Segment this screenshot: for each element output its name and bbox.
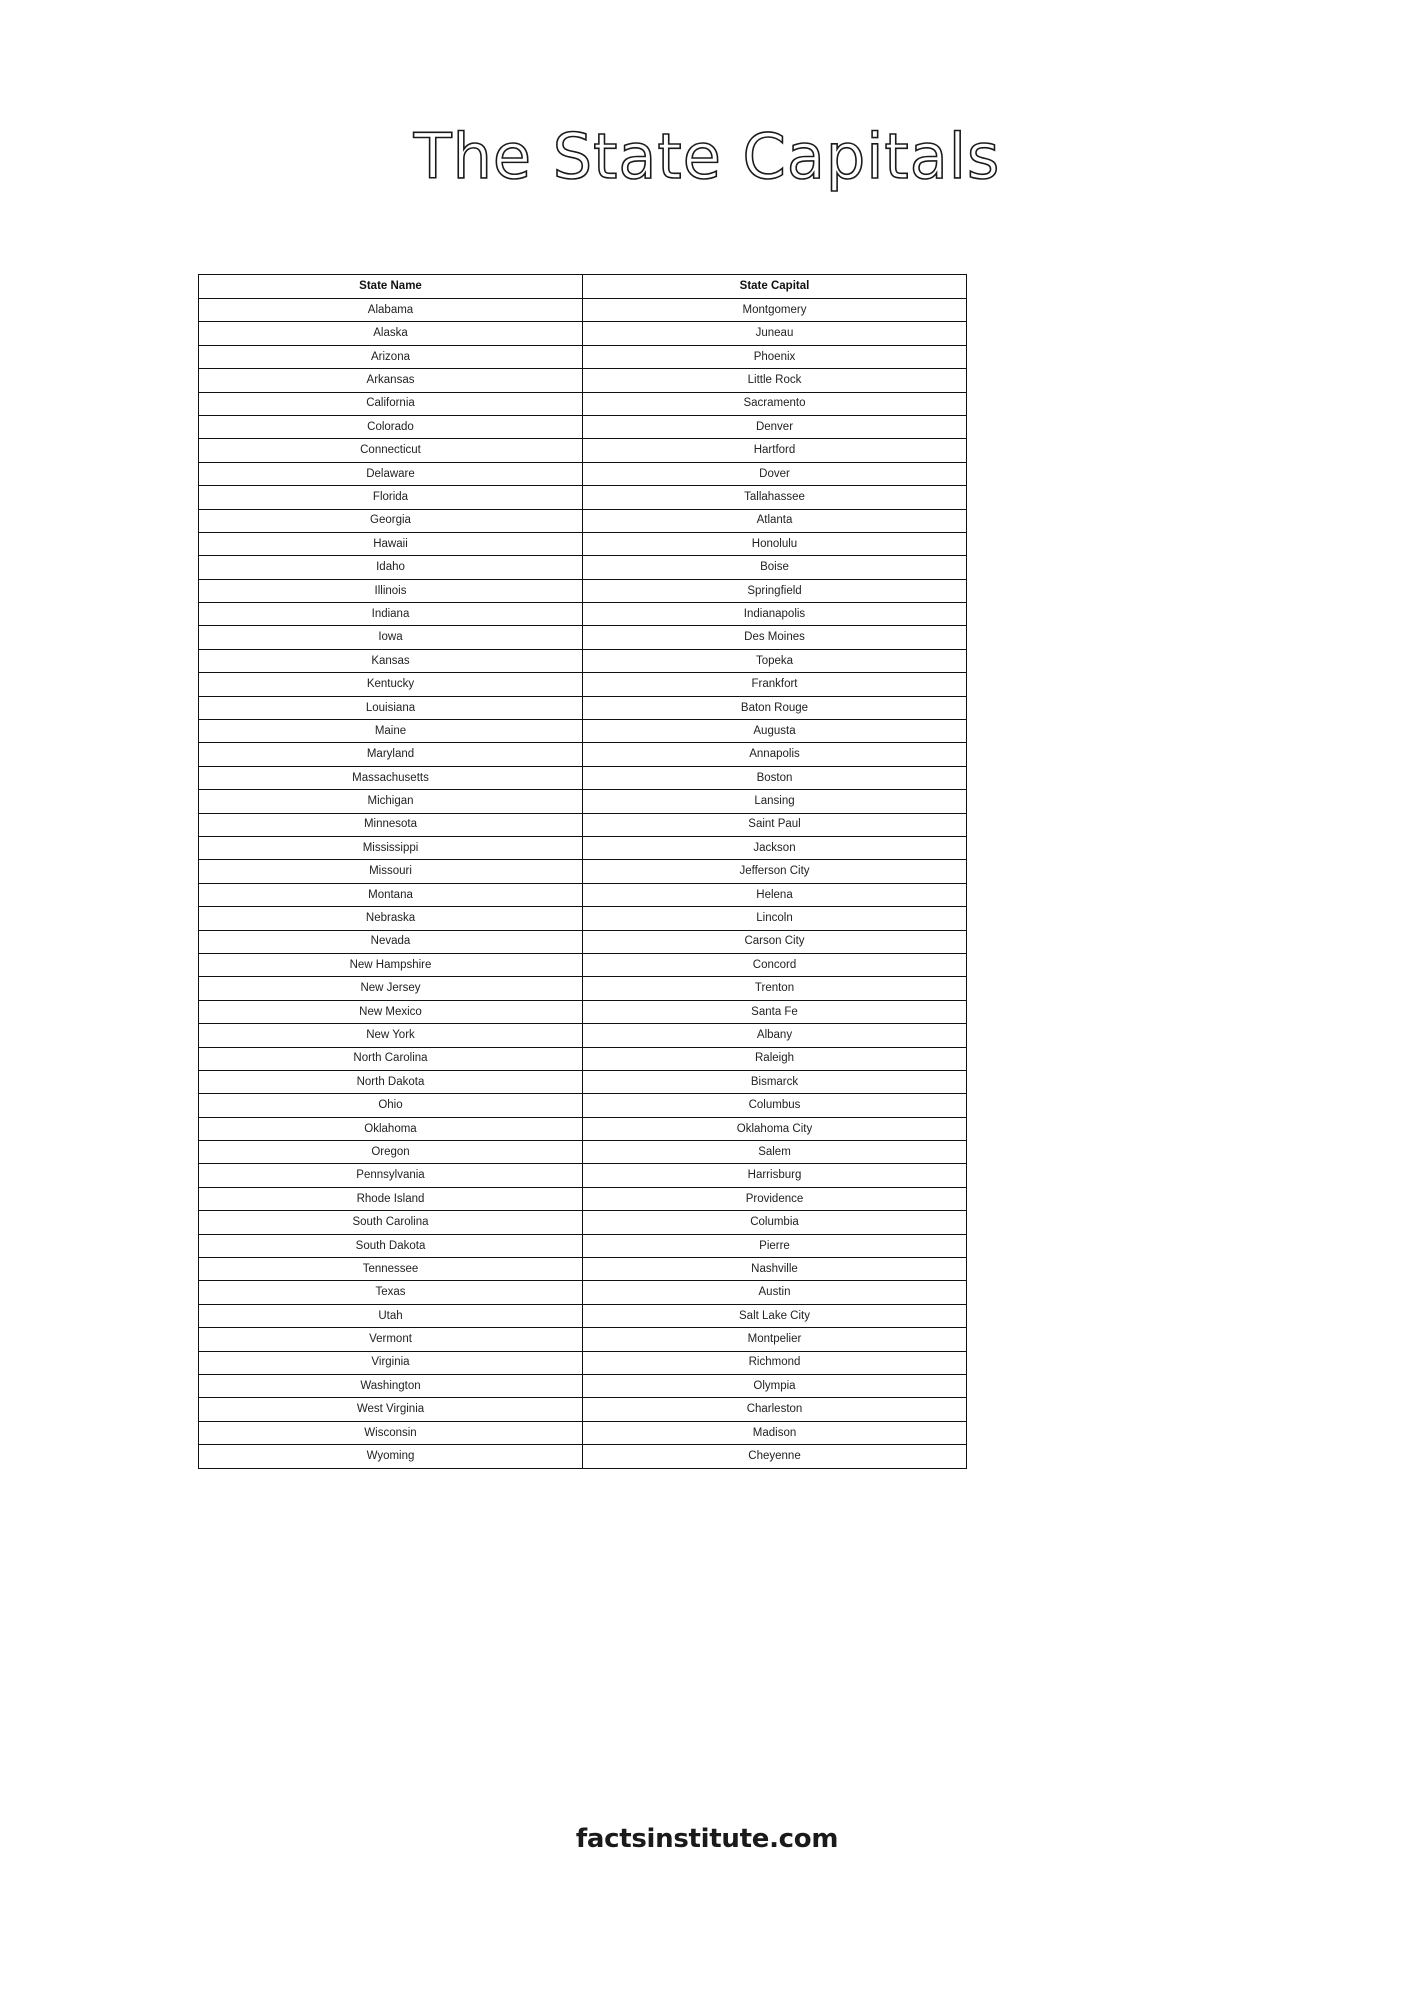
table-row	[199, 579, 967, 602]
cell-state-name: Connecticut	[199, 439, 583, 462]
table-row	[199, 439, 967, 462]
cell-state-capital: Carson City	[583, 930, 967, 953]
table-row	[199, 486, 967, 509]
table-row	[199, 953, 967, 976]
cell-state-name: Missouri	[199, 860, 583, 883]
cell-state-capital: Atlanta	[583, 509, 967, 532]
table-row	[199, 977, 967, 1000]
cell-state-name: Virginia	[199, 1351, 583, 1374]
cell-state-capital: Bismarck	[583, 1070, 967, 1093]
table-body	[199, 299, 967, 1469]
cell-state-name: Washington	[199, 1374, 583, 1397]
cell-state-name: Texas	[199, 1281, 583, 1304]
table-row	[199, 1117, 967, 1140]
table-row	[199, 1398, 967, 1421]
table-row	[199, 1211, 967, 1234]
cell-state-capital: Richmond	[583, 1351, 967, 1374]
cell-state-capital: Oklahoma City	[583, 1117, 967, 1140]
cell-state-capital: Raleigh	[583, 1047, 967, 1070]
cell-state-name: Nebraska	[199, 907, 583, 930]
cell-state-capital: Annapolis	[583, 743, 967, 766]
cell-state-name: Pennsylvania	[199, 1164, 583, 1187]
cell-state-name: Wyoming	[199, 1445, 583, 1468]
cell-state-capital: Lincoln	[583, 907, 967, 930]
cell-state-capital: Denver	[583, 415, 967, 438]
cell-state-capital: Columbus	[583, 1094, 967, 1117]
column-header-state-name: State Name	[199, 275, 583, 299]
table-row	[199, 626, 967, 649]
table-row	[199, 392, 967, 415]
table-row	[199, 1047, 967, 1070]
table-row	[199, 696, 967, 719]
page-title: The State Capitals	[413, 120, 1001, 193]
table-row	[199, 532, 967, 555]
cell-state-name: Vermont	[199, 1328, 583, 1351]
cell-state-name: Kansas	[199, 649, 583, 672]
cell-state-capital: Nashville	[583, 1258, 967, 1281]
cell-state-name: New Jersey	[199, 977, 583, 1000]
cell-state-name: Oklahoma	[199, 1117, 583, 1140]
cell-state-capital: Dover	[583, 462, 967, 485]
footer-website: factsinstitute.com	[575, 1824, 839, 1854]
cell-state-name: Michigan	[199, 790, 583, 813]
cell-state-capital: Salem	[583, 1141, 967, 1164]
table-row	[199, 415, 967, 438]
table-row	[199, 603, 967, 626]
cell-state-capital: Helena	[583, 883, 967, 906]
cell-state-capital: Little Rock	[583, 369, 967, 392]
cell-state-capital: Frankfort	[583, 673, 967, 696]
cell-state-name: North Carolina	[199, 1047, 583, 1070]
table-row	[199, 1070, 967, 1093]
table-row	[199, 1351, 967, 1374]
cell-state-capital: Boise	[583, 556, 967, 579]
cell-state-capital: Concord	[583, 953, 967, 976]
table-row	[199, 1094, 967, 1117]
cell-state-capital: Indianapolis	[583, 603, 967, 626]
table-row	[199, 907, 967, 930]
cell-state-capital: Baton Rouge	[583, 696, 967, 719]
table-row	[199, 462, 967, 485]
cell-state-capital: Jackson	[583, 836, 967, 859]
table-row	[199, 649, 967, 672]
cell-state-name: West Virginia	[199, 1398, 583, 1421]
table-row	[199, 883, 967, 906]
table-row	[199, 790, 967, 813]
cell-state-capital: Columbia	[583, 1211, 967, 1234]
table-row	[199, 1024, 967, 1047]
table-row	[199, 1421, 967, 1444]
table-row	[199, 930, 967, 953]
cell-state-name: Nevada	[199, 930, 583, 953]
table-row	[199, 509, 967, 532]
cell-state-name: Alabama	[199, 299, 583, 322]
cell-state-capital: Santa Fe	[583, 1000, 967, 1023]
cell-state-capital: Juneau	[583, 322, 967, 345]
cell-state-capital: Harrisburg	[583, 1164, 967, 1187]
cell-state-capital: Montpelier	[583, 1328, 967, 1351]
table-row	[199, 1281, 967, 1304]
cell-state-name: North Dakota	[199, 1070, 583, 1093]
cell-state-name: Delaware	[199, 462, 583, 485]
cell-state-name: New York	[199, 1024, 583, 1047]
cell-state-capital: Austin	[583, 1281, 967, 1304]
cell-state-name: Tennessee	[199, 1258, 583, 1281]
cell-state-capital: Trenton	[583, 977, 967, 1000]
cell-state-name: Ohio	[199, 1094, 583, 1117]
cell-state-capital: Augusta	[583, 720, 967, 743]
cell-state-name: Maryland	[199, 743, 583, 766]
table-row	[199, 556, 967, 579]
table-row	[199, 720, 967, 743]
cell-state-name: South Carolina	[199, 1211, 583, 1234]
cell-state-capital: Providence	[583, 1187, 967, 1210]
cell-state-capital: Albany	[583, 1024, 967, 1047]
state-capitals-table	[198, 274, 967, 1469]
table-row	[199, 860, 967, 883]
table-row	[199, 345, 967, 368]
cell-state-capital: Honolulu	[583, 532, 967, 555]
cell-state-capital: Lansing	[583, 790, 967, 813]
cell-state-capital: Boston	[583, 766, 967, 789]
table-row	[199, 1164, 967, 1187]
cell-state-name: Louisiana	[199, 696, 583, 719]
cell-state-name: Minnesota	[199, 813, 583, 836]
cell-state-name: Mississippi	[199, 836, 583, 859]
table-row	[199, 766, 967, 789]
cell-state-name: New Mexico	[199, 1000, 583, 1023]
table-row	[199, 369, 967, 392]
cell-state-name: Georgia	[199, 509, 583, 532]
table-row	[199, 1234, 967, 1257]
table-row	[199, 1000, 967, 1023]
cell-state-name: New Hampshire	[199, 953, 583, 976]
cell-state-capital: Pierre	[583, 1234, 967, 1257]
state-capitals-table-container	[198, 274, 966, 1469]
table-row	[199, 743, 967, 766]
cell-state-capital: Montgomery	[583, 299, 967, 322]
cell-state-capital: Saint Paul	[583, 813, 967, 836]
cell-state-name: Oregon	[199, 1141, 583, 1164]
cell-state-capital: Madison	[583, 1421, 967, 1444]
cell-state-name: Maine	[199, 720, 583, 743]
cell-state-name: Florida	[199, 486, 583, 509]
table-row	[199, 836, 967, 859]
cell-state-capital: Jefferson City	[583, 860, 967, 883]
cell-state-name: Alaska	[199, 322, 583, 345]
cell-state-name: Idaho	[199, 556, 583, 579]
table-row	[199, 813, 967, 836]
cell-state-name: Rhode Island	[199, 1187, 583, 1210]
table-row	[199, 1374, 967, 1397]
table-row	[199, 1328, 967, 1351]
table-row	[199, 299, 967, 322]
table-row	[199, 1258, 967, 1281]
cell-state-name: Arkansas	[199, 369, 583, 392]
table-row	[199, 1445, 967, 1468]
cell-state-capital: Des Moines	[583, 626, 967, 649]
cell-state-name: Montana	[199, 883, 583, 906]
cell-state-name: Wisconsin	[199, 1421, 583, 1444]
table-header-row	[199, 275, 967, 299]
cell-state-capital: Phoenix	[583, 345, 967, 368]
cell-state-capital: Tallahassee	[583, 486, 967, 509]
cell-state-capital: Springfield	[583, 579, 967, 602]
cell-state-capital: Topeka	[583, 649, 967, 672]
cell-state-capital: Olympia	[583, 1374, 967, 1397]
table-row	[199, 1187, 967, 1210]
cell-state-name: Kentucky	[199, 673, 583, 696]
cell-state-name: Indiana	[199, 603, 583, 626]
cell-state-name: Iowa	[199, 626, 583, 649]
cell-state-name: South Dakota	[199, 1234, 583, 1257]
cell-state-capital: Sacramento	[583, 392, 967, 415]
cell-state-name: Illinois	[199, 579, 583, 602]
cell-state-name: Massachusetts	[199, 766, 583, 789]
document-sheet	[40, 28, 1374, 1972]
table-row	[199, 1304, 967, 1327]
cell-state-name: California	[199, 392, 583, 415]
cell-state-name: Arizona	[199, 345, 583, 368]
cell-state-name: Colorado	[199, 415, 583, 438]
table-row	[199, 322, 967, 345]
cell-state-capital: Salt Lake City	[583, 1304, 967, 1327]
cell-state-name: Hawaii	[199, 532, 583, 555]
table-row	[199, 673, 967, 696]
cell-state-name: Utah	[199, 1304, 583, 1327]
cell-state-capital: Hartford	[583, 439, 967, 462]
cell-state-capital: Cheyenne	[583, 1445, 967, 1468]
cell-state-capital: Charleston	[583, 1398, 967, 1421]
column-header-state-capital: State Capital	[583, 275, 967, 299]
table-row	[199, 1141, 967, 1164]
